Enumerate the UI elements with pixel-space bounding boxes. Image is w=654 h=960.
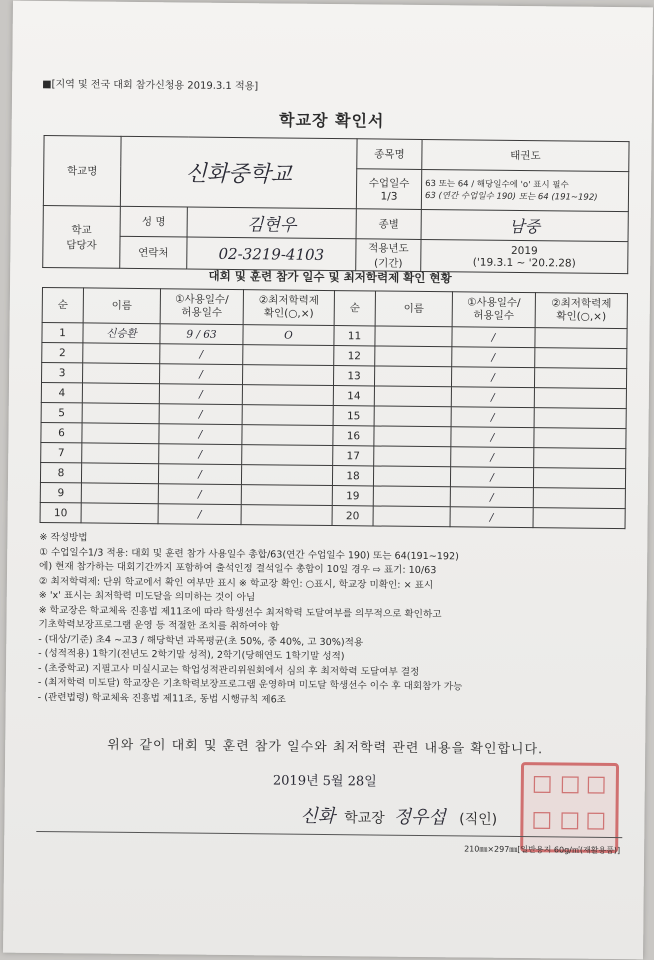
row-no-2: 12 xyxy=(334,346,375,366)
row-days: / xyxy=(159,444,242,465)
row-days-2: / xyxy=(451,387,534,408)
row-name-2 xyxy=(375,346,452,367)
row-days-2: / xyxy=(452,347,535,368)
class-days-note-1: 63 또는 64 / 해당일수에 'o' 표시 필수 xyxy=(425,178,569,191)
row-check xyxy=(242,365,333,386)
row-days: / xyxy=(158,484,241,505)
row-name-2 xyxy=(374,406,451,427)
contact-name-label: 성 명 xyxy=(120,206,187,237)
row-name xyxy=(82,383,159,404)
row-no-2: 15 xyxy=(333,406,374,426)
row-name xyxy=(83,363,160,384)
row-name xyxy=(81,483,158,504)
row-check xyxy=(241,485,332,506)
class-days-label-1: 수업일수 xyxy=(368,177,410,190)
row-name-2 xyxy=(374,386,451,407)
col-days xyxy=(160,289,243,325)
row-check xyxy=(242,425,333,446)
row-no: 4 xyxy=(41,382,82,402)
col-days-2 xyxy=(452,292,535,328)
class-days-note xyxy=(421,169,628,211)
col-check-1: ②최저학력제 xyxy=(258,294,320,307)
note-line: ※ 학교장은 학교체육 진흥법 제11조에 따라 학생선수 최저학력 도달여부를 의무적으로 확인하고 xyxy=(38,604,442,620)
note-line: 에) 현재 참가하는 대회기간까지 포함하여 출석인정 결석일수 총합이 10일 경우 ⇨ 표기: 10/63 xyxy=(39,560,437,577)
row-name-2 xyxy=(375,326,452,347)
contact-label-1: 학교 xyxy=(71,223,92,237)
official-seal: □ □ □ □ □ □ xyxy=(520,762,619,853)
note-line: ① 수업일수1/3 적용: 대회 및 훈련 참가 사용일수 총합/63(연간 수업일수 190) 또는 64(191~192) xyxy=(39,546,459,562)
row-days: 9 / 63 xyxy=(160,324,243,345)
paper-spec: 210㎜×297㎜[일반용지 60g/㎡(재활용품)] xyxy=(464,844,621,856)
row-name xyxy=(81,463,158,484)
row-name xyxy=(81,503,158,524)
col-days-2-2: 허용일수 xyxy=(473,309,515,322)
row-check-2 xyxy=(534,388,626,409)
row-no-2: 20 xyxy=(332,506,373,526)
row-days: / xyxy=(159,404,242,425)
section-title: 대회 및 훈련 참가 일수 및 최저학력제 확인 현황 xyxy=(208,268,452,286)
col-check-2-2: 확인(○,×) xyxy=(556,310,607,323)
row-check xyxy=(242,385,333,406)
gender-value: 남중 xyxy=(421,209,628,241)
row-days-2: / xyxy=(450,487,533,508)
signature-title: 학교장 xyxy=(344,810,385,827)
col-days-1: ①사용일수/ xyxy=(175,293,229,306)
row-no-2: 18 xyxy=(332,466,373,486)
event-value: 태권도 xyxy=(422,139,629,171)
col-no: 순 xyxy=(42,287,83,322)
row-check-2 xyxy=(534,448,626,469)
row-days: / xyxy=(158,504,241,525)
row-name xyxy=(82,443,159,464)
document-title: 학교장 확인서 xyxy=(279,110,385,131)
school-info-table xyxy=(42,135,629,274)
contact-name: 김현우 xyxy=(187,207,356,239)
note-line: - (초중학교) 지필고사 미실시교는 학업성적관리위원회에서 심의 후 최저학력 도달여부 결정 xyxy=(37,662,420,678)
year-label xyxy=(356,239,421,272)
row-days-2: / xyxy=(451,427,534,448)
row-check xyxy=(242,445,333,466)
gender-label: 종별 xyxy=(356,209,421,240)
period: ('19.3.1 ~ '20.2.28) xyxy=(472,256,576,270)
row-days-2: / xyxy=(452,327,535,348)
row-no: 2 xyxy=(42,342,83,362)
row-check-2 xyxy=(534,428,626,449)
col-name: 이름 xyxy=(83,288,160,324)
row-no: 9 xyxy=(40,482,81,502)
col-check-2: 확인(○,×) xyxy=(263,307,314,320)
row-check-2 xyxy=(534,368,626,389)
row-no: 3 xyxy=(42,362,83,382)
row-name: 신승환 xyxy=(83,323,160,344)
row-check: O xyxy=(243,325,334,346)
row-name xyxy=(83,343,160,364)
col-days-2: 허용일수 xyxy=(181,306,223,319)
school-label: 학교명 xyxy=(43,136,121,207)
instructions xyxy=(38,531,630,711)
confirm-statement: 위와 같이 대회 및 훈련 참가 일수와 최저학력 관련 내용을 확인합니다. xyxy=(107,737,544,758)
note-line: ② 최저학력제: 단위 학교에서 확인 여부만 표시 ※ 학교장 확인: ○표시, 학교장 미확인: × 표시 xyxy=(38,575,434,591)
contact-phone-label: 연락처 xyxy=(120,236,187,269)
col-check-2-1: ②최저학력제 xyxy=(551,297,612,310)
year-label-1: 적용년도 xyxy=(368,241,409,255)
document-page xyxy=(3,1,653,960)
signature-line xyxy=(300,802,497,830)
row-no-2: 17 xyxy=(333,446,374,466)
row-days: / xyxy=(159,424,242,445)
form-label: ■[지역 및 전국 대회 참가신청용 2019.3.1 적용] xyxy=(42,78,259,93)
seal-label: (직인) xyxy=(459,811,498,828)
signature-name: 정우섭 xyxy=(393,806,446,829)
row-check xyxy=(242,405,333,426)
year-value xyxy=(421,239,628,273)
row-check xyxy=(241,505,332,526)
col-check-2 xyxy=(535,293,627,329)
contact-label xyxy=(43,206,121,269)
row-check-2 xyxy=(533,488,625,509)
row-check-2 xyxy=(535,348,627,369)
year-label-2: (기간) xyxy=(373,256,403,270)
row-name-2 xyxy=(374,426,451,447)
row-no: 6 xyxy=(41,422,82,442)
row-days: / xyxy=(160,344,243,365)
row-name xyxy=(82,403,159,424)
row-days: / xyxy=(159,384,242,405)
row-name-2 xyxy=(374,446,451,467)
row-days: / xyxy=(159,364,242,385)
row-no: 10 xyxy=(40,502,81,522)
row-days-2: / xyxy=(451,407,534,428)
signature-school: 신화 xyxy=(300,805,336,828)
col-check xyxy=(243,290,334,326)
row-days-2: / xyxy=(451,367,534,388)
row-no: 5 xyxy=(41,402,82,422)
col-name-2: 이름 xyxy=(375,291,452,327)
event-label: 종목명 xyxy=(357,139,422,170)
row-no-2: 13 xyxy=(333,366,374,386)
contact-phone: 02-3219-4103 xyxy=(187,237,356,271)
note-line: - (대상/기준) 초4 ~고3 / 해당학년 과목평균(초 50%, 중 40%, 고 30%)적용 xyxy=(38,633,364,648)
row-check-2 xyxy=(533,468,625,489)
note-line: - (관련법령) 학교체육 진흥법 제11조, 동법 시행규칙 제6조 xyxy=(37,691,287,706)
note-line: ※ 'x' 표시는 최저학력 미도달을 의미하는 것이 아님 xyxy=(38,589,256,604)
row-name-2 xyxy=(373,466,450,487)
row-no-2: 11 xyxy=(334,326,375,346)
row-check-2 xyxy=(534,408,626,429)
note-line: - (성적적용) 1학기(전년도 2학기말 성적), 2학기(당해연도 1학기말 성적) xyxy=(38,647,345,663)
col-days-2-1: ①사용일수/ xyxy=(467,296,521,310)
row-check xyxy=(241,465,332,486)
sign-date: 2019년 5월 28일 xyxy=(272,773,377,790)
contact-label-2: 담당자 xyxy=(66,238,97,252)
row-no: 1 xyxy=(42,322,83,342)
row-no-2: 14 xyxy=(333,386,374,406)
row-name-2 xyxy=(374,366,451,387)
row-no: 7 xyxy=(41,442,82,462)
row-name-2 xyxy=(373,506,450,527)
row-check xyxy=(243,345,334,366)
row-name-2 xyxy=(373,486,450,507)
row-no-2: 19 xyxy=(332,486,373,506)
note-line: - (최저학력 미도달) 학교장은 기초학력보장프로그램 운영하며 미도달 학생선수 이수 후 대회참가 가능 xyxy=(37,676,463,693)
row-check-2 xyxy=(535,328,627,349)
participation-table xyxy=(40,287,628,529)
row-no: 8 xyxy=(40,462,81,482)
row-days: / xyxy=(158,464,241,485)
row-name xyxy=(82,423,159,444)
note-line: ※ 작성방법 xyxy=(39,531,88,544)
year: 2019 xyxy=(510,244,538,257)
note-line: 기초학력보장프로그램 운영 등 적절한 조치를 취하여야 함 xyxy=(38,618,280,633)
class-days-label-2: 1/3 xyxy=(380,190,398,203)
row-no-2: 16 xyxy=(333,426,374,446)
col-no-2: 순 xyxy=(334,291,375,326)
class-days-label xyxy=(356,169,421,210)
row-days-2: / xyxy=(451,447,534,468)
row-check-2 xyxy=(533,508,625,529)
school-name: 신화중학교 xyxy=(120,136,357,208)
class-days-note-2: 63 (연간 수업일수 190) 또는 64 (191~192) xyxy=(424,190,598,203)
row-days-2: / xyxy=(450,467,533,488)
row-days-2: / xyxy=(450,507,533,528)
